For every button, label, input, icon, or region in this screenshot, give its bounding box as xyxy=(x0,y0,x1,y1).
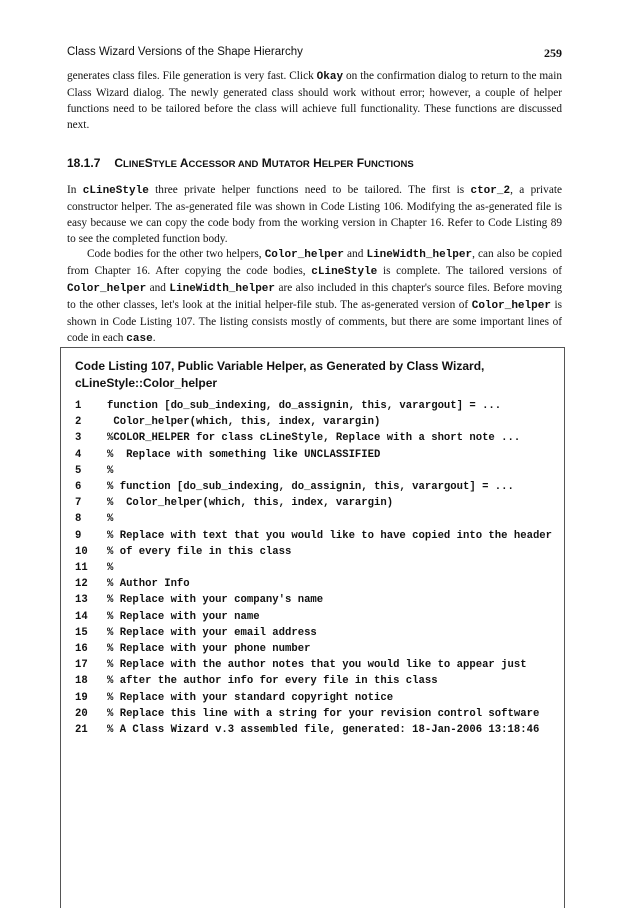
code-line xyxy=(61,722,564,738)
intro-paragraph xyxy=(67,68,562,133)
running-header xyxy=(67,46,562,62)
code-text: % after the author info for every file in this class xyxy=(107,675,438,688)
code-listing xyxy=(60,347,565,908)
title-part: A xyxy=(176,156,189,170)
listing-title-line: cLineStyle::Color_helper xyxy=(75,376,218,390)
code-text: % Replace with your standard copyright notice xyxy=(107,691,394,704)
line-number: 10 xyxy=(75,545,88,558)
inline-code: cLineStyle xyxy=(82,185,149,197)
section-heading xyxy=(67,156,414,170)
code-text: % xyxy=(107,562,114,575)
page-number: 259 xyxy=(544,46,562,60)
line-number: 5 xyxy=(75,464,82,477)
title-part: C xyxy=(114,156,124,170)
code-line xyxy=(61,495,564,511)
title-part: ELPER xyxy=(321,159,354,170)
inline-code: cLineStyle xyxy=(311,266,378,279)
text-run: generates class files. File generation is very fast. Click xyxy=(67,70,317,82)
text-run: . xyxy=(152,332,156,345)
code-text: % xyxy=(107,513,114,526)
text-run: and xyxy=(146,282,170,295)
title-part: UTATOR xyxy=(271,159,310,170)
text-run: three private helper functions need to be tailored. The first is xyxy=(148,184,471,196)
inline-code: LineWidth_helper xyxy=(169,283,276,296)
line-number: 9 xyxy=(75,529,82,542)
title-part: H xyxy=(309,156,322,170)
code-text: % of every file in this class xyxy=(107,545,292,558)
inline-code: LineWidth_helper xyxy=(366,249,473,261)
code-line xyxy=(61,430,564,446)
title-part: M xyxy=(258,156,272,170)
line-number: 12 xyxy=(75,578,88,591)
code-line xyxy=(61,511,564,527)
line-number: 15 xyxy=(75,626,88,639)
code-text: % function [do_sub_indexing, do_assignin, this, varargout] = ... xyxy=(107,481,514,494)
inline-code: Color_helper xyxy=(471,300,551,313)
title-part: CCESSOR AND xyxy=(188,159,259,170)
line-number: 4 xyxy=(75,448,82,461)
text-run: , a private constructor helper. The as-generated file was shown in Code Listing 106. Modifying the as-generated file is easy because we can copy the code body from the working version in Chapter 16. Refer to Code Listing 89 to see the completed function body. xyxy=(67,184,562,246)
section-number: 18.1.7 xyxy=(67,156,101,170)
line-number: 19 xyxy=(75,691,88,704)
title-part: S xyxy=(144,156,153,170)
text-run: on the confirmation dialog to return to the main Class Wizard dialog. The newly generated class should work without error; however, a couple of helper functions need to be tailored before the class will achieve full functionality. These functions are discussed next. xyxy=(67,70,562,132)
text-run: and xyxy=(343,248,367,260)
line-number: 6 xyxy=(75,481,82,494)
code-line xyxy=(61,544,564,560)
line-number: 18 xyxy=(75,675,88,688)
code-line xyxy=(61,706,564,722)
code-text: % Replace with text that you would like to have copied into the header xyxy=(107,529,553,542)
title-part: UNCTIONS xyxy=(364,159,414,170)
title-part: F xyxy=(353,156,365,170)
code-line xyxy=(61,528,564,544)
inline-code: ctor_2 xyxy=(470,185,511,197)
line-number: 1 xyxy=(75,400,82,412)
code-text: % A Class Wizard v.3 assembled file, generated: 18-Jan-2006 13:18:46 xyxy=(107,724,540,737)
line-number: 20 xyxy=(75,707,88,720)
code-text: % Replace with your company's name xyxy=(107,594,324,607)
listing-title-line: Code Listing 107, Public Variable Helper, as Generated by Class Wizard, xyxy=(75,359,485,373)
line-number: 3 xyxy=(75,432,82,445)
code-line xyxy=(61,576,564,592)
paragraph xyxy=(67,246,562,348)
text-run: , can also be copied from Chapter 16. After copying the code bodies, xyxy=(67,248,563,278)
text-run: are also included in this chapter's source files. Before moving to the other classes, let's look at the initial helper-file stub. The as-generated version of xyxy=(67,282,562,312)
code-line xyxy=(61,690,564,706)
listing-title xyxy=(75,358,545,392)
text-run: Code bodies for the other two helpers, xyxy=(87,248,265,260)
code-text: function [do_sub_indexing, do_assignin, this, varargout] = ... xyxy=(107,400,502,412)
line-number: 2 xyxy=(75,416,82,429)
code-text: % Author Info xyxy=(107,578,190,591)
code-text: % xyxy=(107,464,114,477)
line-number: 17 xyxy=(75,659,88,672)
code-line xyxy=(61,641,564,657)
line-number: 8 xyxy=(75,513,82,526)
code-text: % Replace with something like UNCLASSIFIED xyxy=(107,448,381,461)
line-number: 16 xyxy=(75,643,88,656)
code-line xyxy=(61,673,564,689)
code-line xyxy=(61,609,564,625)
code-line xyxy=(61,625,564,641)
inline-code: Color_helper xyxy=(264,249,344,261)
code-line xyxy=(61,463,564,479)
section-title xyxy=(114,156,413,170)
code-line xyxy=(61,592,564,608)
line-number: 7 xyxy=(75,497,82,510)
inline-code: Okay xyxy=(316,71,344,83)
line-number: 13 xyxy=(75,594,88,607)
text-run: is complete. The tailored versions of xyxy=(377,265,562,278)
code-block xyxy=(61,398,564,738)
line-number: 21 xyxy=(75,724,88,737)
code-line xyxy=(61,414,564,430)
code-text: % Replace with your phone number xyxy=(107,643,311,656)
line-number: 14 xyxy=(75,610,88,623)
text-run: is shown in Code Listing 107. The listing consists mostly of comments, but there are some important lines of code in each xyxy=(67,299,563,345)
code-text: % Replace with the author notes that you would like to appear just xyxy=(107,659,527,672)
inline-code: case xyxy=(126,333,153,346)
line-number: 11 xyxy=(75,562,88,575)
inline-code: Color_helper xyxy=(67,283,147,296)
paragraph xyxy=(67,182,562,247)
text-run: In xyxy=(67,184,83,196)
code-line xyxy=(61,398,564,414)
code-line xyxy=(61,447,564,463)
code-text: % Replace with your name xyxy=(107,610,260,623)
code-line xyxy=(61,657,564,673)
code-line xyxy=(61,479,564,495)
code-text: %COLOR_HELPER for class cLineStyle, Replace with a short note ... xyxy=(107,432,521,445)
running-title: Class Wizard Versions of the Shape Hierarchy xyxy=(67,46,303,58)
code-text: % Replace this line with a string for your revision control software xyxy=(107,707,540,720)
code-text: % Replace with your email address xyxy=(107,626,317,639)
code-text: Color_helper(which, this, index, varargin) xyxy=(107,416,381,429)
code-line xyxy=(61,560,564,576)
title-part: TYLE xyxy=(152,159,177,170)
code-text: % Color_helper(which, this, index, varargin) xyxy=(107,497,394,510)
title-part: LINE xyxy=(123,159,145,170)
